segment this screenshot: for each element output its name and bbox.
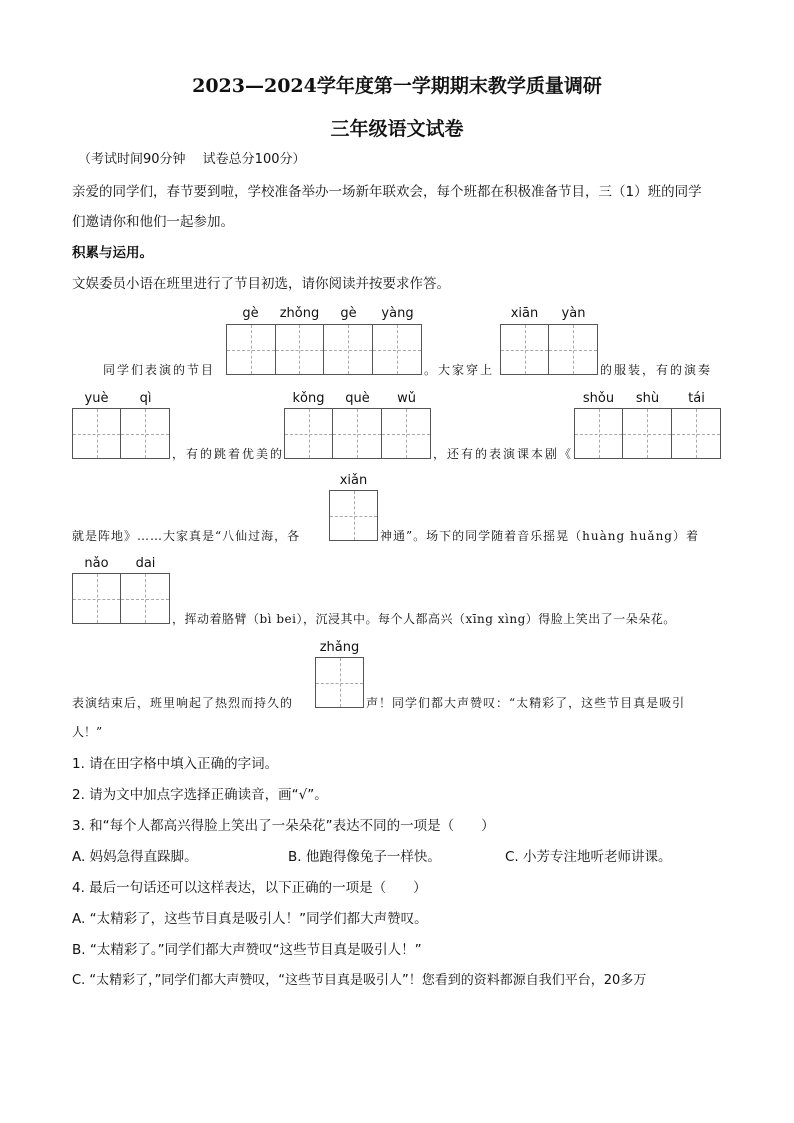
question-2: 2. 请为文中加点字选择正确读音，画“√”。	[72, 787, 328, 803]
passage-text: 声！同学们都大声赞叹：“太精彩了，这些节目真是吸引	[366, 696, 686, 710]
pinyin: qì	[139, 391, 152, 406]
pinyin: què	[345, 391, 370, 406]
tianzige-grid-4[interactable]	[284, 408, 431, 459]
question-4-option-c: C. “太精彩了，”同学们都大声赞叹，“这些节目真是吸引人”！您看到的资料都源自我们平台，20多万	[72, 973, 647, 988]
question-3: 3. 和“每个人都高兴得脸上笑出了一朵朵花”表达不同的一项是（ ）	[72, 818, 495, 834]
intro-line-2: 们邀请你和他们一起参加。	[72, 214, 234, 230]
section-heading: 积累与运用。	[72, 245, 153, 261]
passage-text: 。大家穿上	[424, 363, 495, 377]
intro-line-1: 亲爱的同学们，春节要到啦，学校准备举办一场新年联欢会，每个班都在积极准备节目，三（1）班的同学	[72, 184, 702, 200]
tianzige-grid-2[interactable]	[500, 324, 598, 375]
tianzige-grid-3[interactable]	[72, 408, 170, 459]
question-3-option-a: A. 妈妈急得直跺脚。	[72, 849, 198, 865]
tianzige-grid-7[interactable]	[72, 573, 170, 624]
passage-text: 就是阵地》……大家真是“八仙过海，各	[72, 529, 301, 543]
question-3-option-c: C. 小芳专注地听老师讲课。	[505, 849, 672, 865]
tianzige-grid-8[interactable]	[315, 657, 364, 708]
tianzige-grid-5[interactable]	[574, 408, 721, 459]
page-subtitle: 三年级语文试卷	[330, 118, 464, 140]
passage-text: ，还有的表演课本剧《	[433, 447, 574, 461]
tianzige-grid-1[interactable]	[226, 324, 422, 375]
question-4: 4. 最后一句话还可以这样表达，以下正确的一项是（ ）	[72, 880, 427, 896]
exam-info: （考试时间90分钟 试卷总分100分）	[78, 152, 306, 167]
pinyin: xiān	[510, 306, 539, 321]
pinyin: shǒu	[582, 391, 615, 406]
pinyin: nǎo	[84, 556, 109, 571]
pinyin: xiǎn	[339, 473, 368, 488]
question-4-option-a: A. “太精彩了，这些节目真是吸引人！”同学们都大声赞叹。	[72, 911, 428, 927]
pinyin: dai	[135, 556, 156, 571]
passage-text: 表演结束后，班里响起了热烈而持久的	[72, 696, 294, 710]
passage-text: ，有的跳着优美的	[172, 447, 285, 461]
pinyin: gè	[340, 306, 357, 321]
pinyin: wǔ	[397, 391, 416, 406]
passage-text: 同学们表演的节目	[103, 363, 216, 377]
passage-text: 的服装，有的演奏	[600, 363, 713, 377]
pinyin: yàn	[561, 306, 586, 321]
pinyin: yàng	[381, 306, 414, 321]
passage-text: 神通”。场下的同学随着音乐摇晃（huàng huǎng）着	[380, 529, 699, 543]
question-1: 1. 请在田字格中填入正确的字词。	[72, 756, 279, 772]
page-title: 2023—2024学年度第一学期期末教学质量调研	[192, 75, 602, 97]
pinyin: tái	[688, 391, 705, 406]
pinyin: yuè	[84, 391, 109, 406]
pinyin: zhǒng	[279, 306, 320, 321]
question-4-option-b: B. “太精彩了。”同学们都大声赞叹“这些节目真是吸引人！”	[72, 942, 422, 958]
pinyin: shù	[635, 391, 660, 406]
question-3-option-b: B. 他跑得像兔子一样快。	[288, 849, 441, 865]
tianzige-grid-6[interactable]	[329, 490, 378, 541]
pinyin: kǒng	[292, 391, 325, 406]
passage-text: 人！”	[72, 725, 103, 739]
pinyin: zhǎng	[319, 640, 360, 655]
pinyin: gè	[242, 306, 259, 321]
passage-text: ，挥动着胳臂（bì bei），沉浸其中。每个人都高兴（xīng xìng）得脸上笑出了一朵朵花。	[172, 612, 676, 626]
section-lead: 文娱委员小语在班里进行了节目初选，请你阅读并按要求作答。	[72, 276, 450, 292]
